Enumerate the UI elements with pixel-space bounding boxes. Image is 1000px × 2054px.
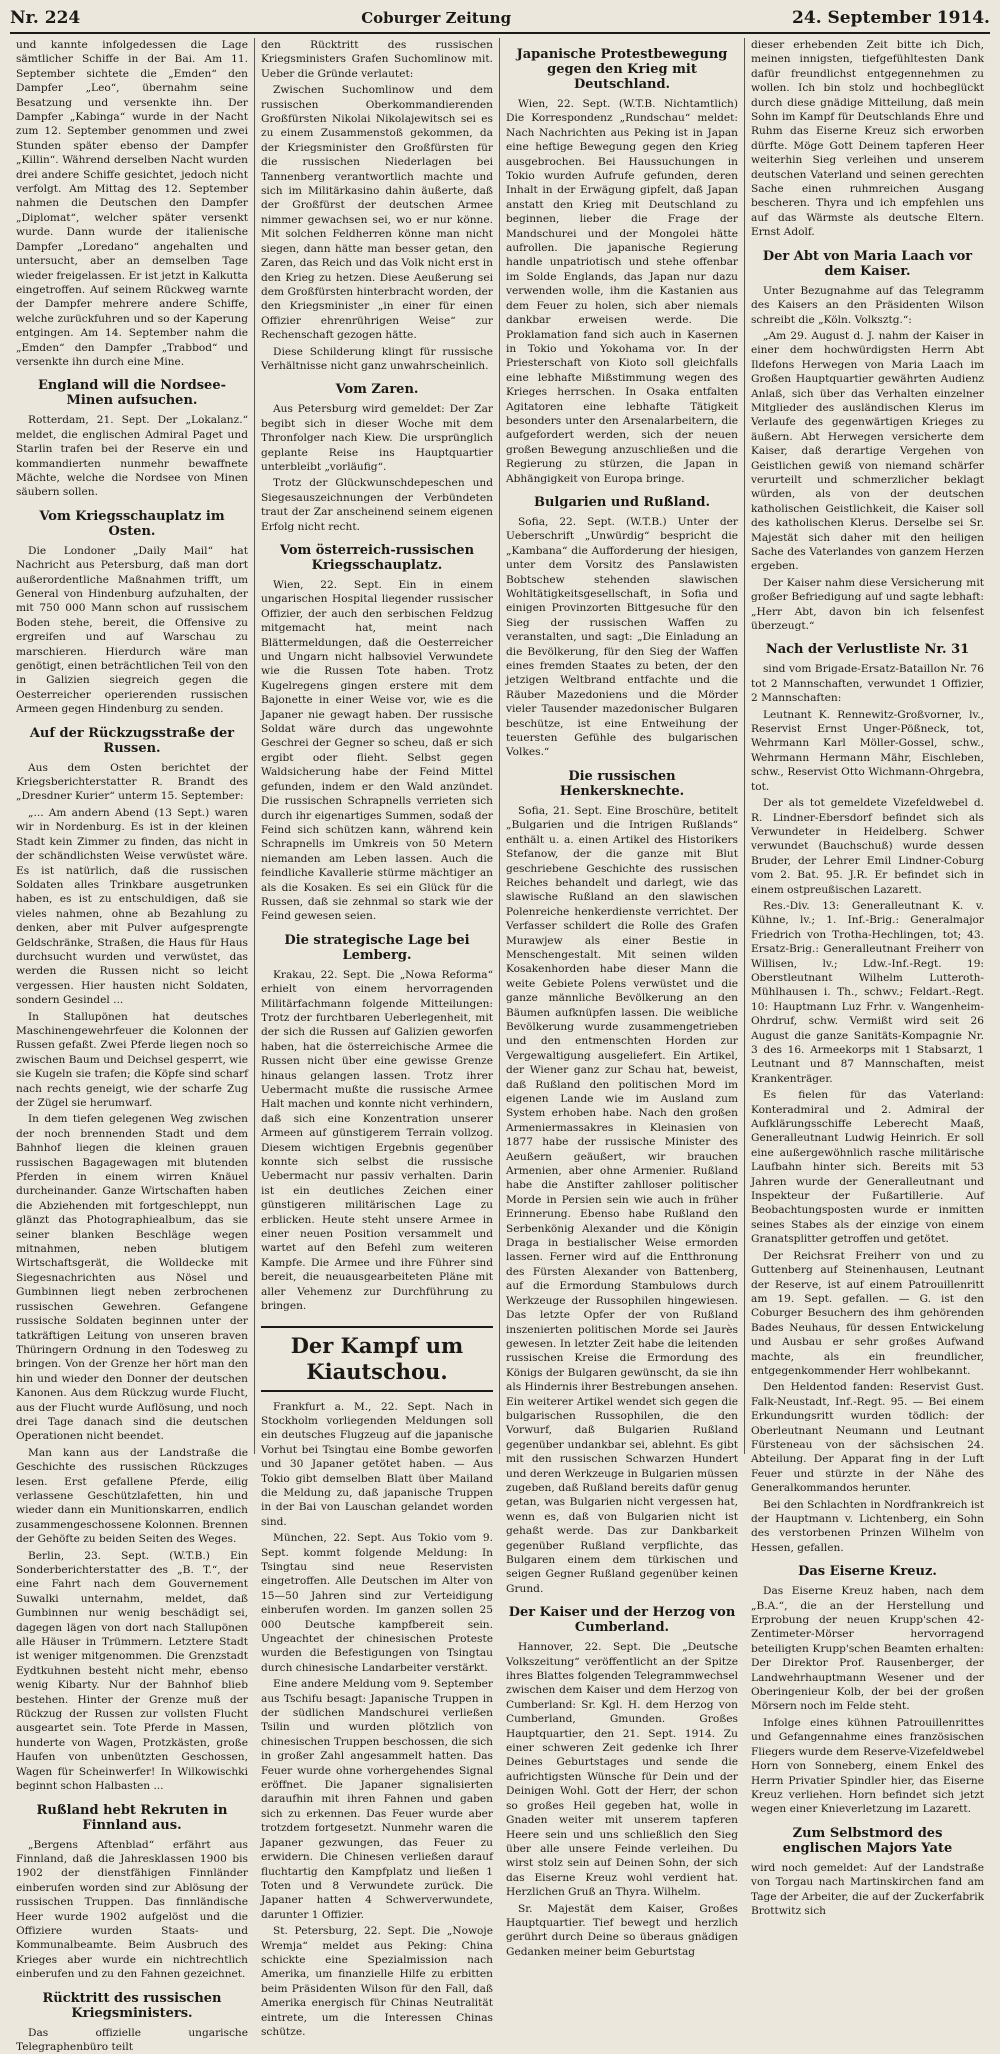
article-text: Wien, 22. Sept. Ein in einem ungarischen Hospital liegender russischer Offizier, der auch den serbischen Feldzug mitgemacht hat, meint nach Blättermeldungen, daß die Oesterreicher und Ungarn nicht halbsoviel Verwundete wie die Russen Tote haben. Trotz Kugelregens gingen erstere mit dem Bajonette in einer Weise vor, wie es die Japaner nie gewagt haben. Der russische Soldat wäre durch das ungewohnte Geschrei der Gegner so scheu, daß er sich ergibt oder flieht. Selbst gegen Waldsicherung habe der Feind Mittel gefunden, indem er den Wald anzündet. Die russischen Schrapnells verrieten sich durch ihr eigenartiges Summen, sodaß der Feind sich schützen kann, während kein Schrapnells im Umkreis von 50 Metern niemanden am Leben lassen. Auch die feindliche Kavallerie stürme mächtiger an als die Kosaken. Es sei ein Glück für die Russen, daß sie zehnmal so stark wie der Feind gewesen seien.: [261, 579, 493, 923]
article-text: Aus dem Osten berichtet der Kriegsberichterstatter R. Brandt des „Dresdner Kurier“ unterm 15. September:: [16, 761, 248, 803]
headline: Nach der Verlustliste Nr. 31: [765, 642, 970, 658]
headline: Japanische Protestbewegung gegen den Krieg mit Deutschland.: [516, 47, 728, 92]
article-text: Infolge eines kühnen Patrouillenrittes und Gefangennahme eines französischen Fliegers wurde dem Reserve-Vizefeldwebel Horn von Sonneberg, einem Enkel des Herrn Privatier Spindler hier, das Eiserne Kreuz verliehen. Horn befindet sich jetzt wegen einer Knieverletzung im Lazarett.: [751, 1716, 984, 1816]
newspaper-name: Coburger Zeitung: [361, 9, 512, 27]
article-text: den Rücktritt des russischen Kriegsministers Grafen Suchomlinow mit. Ueber die Gründe verlautet:: [261, 39, 493, 80]
article-text: Leutnant K. Rennewitz-Großvorner, lv., Reservist Ernst Unger-Pößneck, tot, Wehrmann Karl Möller-Gossel, schw., Wehrmann Hermann Mähr, Eischleben, schw., Reservist Otto Wichmann-Ohrgebra, tot.: [751, 708, 984, 793]
article-text: Sofia, 21. Sept. Eine Broschüre, betitelt „Bulgarien und die Intrigen Rußlands“ enthält u. a. einen Artikel des Historikers Stefanow, der die ganze mit Blut geschriebene Geschichte des russischen Reiches behandelt und darlegt, wie das slawische Rußland an den slawischen Polenreiche henkerdienste verrichtet. Der Verfasser schildert die Rolle des Grafen Murawjew als einer Bestie in Menschengestalt. Mit seinen wilden Kosakenhorden habe dieser Mann die weite Gebiete Polens verwüstet und die ganze männliche Bevölkerung an den Bäumen aufknüpfen lassen. Die weibliche Bevölkerung wurde zusammengetrieben und den entmenschten Horden zur Vergewaltigung ausgeliefert. Ein Artikel, der Wiener ganz zur Schau hat, beweist, daß Rußland den politischen Mord im eigenen Lande wie im Ausland zum System erhoben habe. Nach den großen Armeniermassakres in Kleinasien von 1877 habe der russische Minister des Aeußern geäußert, wir brauchen Armenien, aber ohne Armenier. Rußland habe die Anstifter zahlloser politischer Morde in Persien sein wie auch in früher Erinnerung. Ebenso habe Rußland den Serbenkönig Alexander und die Königin Draga in bestialischer Weise ermorden lassen. Ferner wird auf die Entthronung des Fürsten Alexander von Battenberg, auf die Ermordung Stambulows durch Werkzeuge der Russophilen hingewiesen. Das letzte Opfer der von Rußland inszenierten politischen Morde sei Jaurès gewesen. In letzter Zeit habe die leitenden russischen Kreise die Ermordung des Königs der Bulgaren gewünscht, da sie ihn als Hindernis ihrer Bestrebungen ansehen. Ein weiterer Artikel wendet sich gegen die bulgarischen Russophilen, die den Vorwurf, daß Bulgarien Rußland gegenüber undankbar sei, ablehnt. Es gibt mit den russischen Schwarzen Hundert und deren Werkzeuge in Bulgarien müssen zugeben, daß Rußland bereits dafür genug getan, was Bulgarien nicht vergessen hat, wenn es, daß von Bulgarien nicht ist gehaßt werde. Das zur Dankbarkeit gegenüber Rußland verpflichte, das Bulgaren einem dem türkischen und seigen Gegner Rußland gegenüber keinen Grund.: [506, 804, 738, 1595]
article-text: Das Eiserne Kreuz haben, nach dem „B.A.“, die an der Herstellung und Erprobung der neuen Krupp'schen 42-Zentimeter-Mörser hervorragend beteiligten Krupp'schen Beamten erhalten: Der Direktor Prof. Rausenberger, der Landwehrhauptmann Wesener und der Oberingenieur Kolb, der bei der großen Mörsern noch im Felde steht.: [751, 1585, 984, 1713]
headline: Vom Kriegsschauplatz im Osten.: [39, 508, 225, 539]
article-text: dieser erhebenden Zeit bitte ich Dich, meinen innigsten, tiefgefühltesten Dank dafür freundlichst entgegennehmen zu wollen. Ich bin stolz und hochbeglückt durch diese gnädige Mitteilung, daß mein Sohn im Kampf für Deutschlands Ehre und Ruhm das Eiserne Kreuz sich erworben dürfte. Möge Gott Deinem tapferen Heer weiterhin Sieg verleihen und unserem deutschen Vaterland und seinen gerechten Sache einen ruhmreichen Ausgang bescheren. Thyra und ich empfehlen uns auf das Wärmste als deutsche Eltern. Ernst Adolf.: [751, 39, 984, 239]
article-text: Sr. Majestät dem Kaiser, Großes Hauptquartier. Tief bewegt und herzlich gerührt durch Deine so überaus gnädigen Gedanken meiner beim Geburtstag: [506, 1902, 738, 1958]
article-text: Zwischen Suchomlinow und dem russischen Oberkommandierenden Großfürsten Nikolai Nikolajewitsch sei es zu einem Zusammenstoß gekommen, da der Kriegsminister den Großfürsten für die russischen Niederlagen bei Tannenberg verantwortlich machte und sich im Militärkasino dahin äußerte, daß der Großfürst der deutschen Armee nimmer gewachsen sei, wo er nur könne. Mit solchen Feldherren könne man nicht siegen, dann hätte man besser getan, den Zaren, das Reich und das Volk nicht erst in den Krieg zu hetzen. Diese Aeußerung sei dem Großfürsten hinterbracht worden, der den Kriegsminister „in einer für einen Offizier ehrenrührigen Weise“ zur Rechenschaft gezogen hätte.: [261, 84, 493, 342]
headline: Der Abt von Maria Laach vor dem Kaiser.: [762, 248, 973, 279]
article-text: Der Reichsrat Freiherr von und zu Guttenberg auf Steinenhausen, Leutnant der Reserve, ist auf einem Patrouillenritt am 19. Sept. gefallen. — G. ist den Coburger Besuchern des ihm gehörenden Bades Neuhaus, für dessen Entwickelung und Ausbau er sehr großes Aufwand machte, als ein freundlicher, entgegenkommender Herr wohlbekannt.: [751, 1249, 984, 1377]
article-text: Eine andere Meldung vom 9. September aus Tschifu besagt: Japanische Truppen in der südlichen Mandschurei verließen Tsilin und wurden plötzlich von chinesischen Truppen beschossen, die sich in großer Zahl angesammelt hatten. Das Feuer wurde ohne vorhergehendes Signal eröffnet. Die Japaner signalisierten daraufhin mit ihren Fahnen und gaben sich zu erkennen. Das Feuer wurde aber trotzdem fortgesetzt. Nunmehr waren die Japaner gezwungen, das Feuer zu erwidern. Die Chinesen verließen darauf fluchtartig den Kampfplatz und ließen 1 Toten und 8 Verwundete zurück. Die Japaner hatten 4 Schwerverwundete, darunter 1 Offizier.: [261, 1678, 493, 1921]
columns: [10, 38, 990, 2053]
column-2: [255, 38, 500, 2038]
article-text: „... Am andern Abend (13 Sept.) waren wir in Nordenburg. Es ist in der kleinen Stadt kein Zimmer zu finden, das nicht in der schändlichsten Weise verwüstet wäre. Es ist natürlich, daß die russischen Soldaten alles Trinkbare ausgetrunken haben, es ist zu entschuldigen, daß sie vieles nahmen, ohne ab Bezahlung zu denken, aber mit Pulver aufgesprengte Geldschränke, Straßen, die Haus für Haus durchsucht wurden und verwüstet, das werden die Russen nicht so leicht vergessen. Hier hausten nicht Soldaten, sondern Gesindel ...: [16, 806, 248, 1007]
article-text: sind vom Brigade-Ersatz-Bataillon Nr. 76 tot 2 Mannschaften, verwundet 1 Offizier, 2 Mannschaften:: [751, 663, 984, 705]
issue-number: Nr. 224: [10, 8, 81, 28]
headline: Bulgarien und Rußland.: [533, 494, 710, 510]
article-text: Es fielen für das Vaterland: Konteradmiral und 2. Admiral der Aufklärungsschiffe Leberecht Maaß, Generalleutnant Ludwig Heinrich. Er soll eine außergewöhnlich rasche militärische Laufbahn hinter sich. Bereits mit 53 Jahren wurde der Generalleutnant und Inspekteur der Fußartillerie. Auf Beobachtungsposten wurde er inmitten seines Stabes als der einzige von einem Granatsplitter getroffen und getötet.: [751, 1089, 984, 1246]
article-text: Rotterdam, 21. Sept. Der „Lokalanz.“ meldet, die englischen Admiral Paget und Starlin trafen bei der Reserve ein und kommandierten nunmehr bewaffnete Mächte, welche die Nordsee von Minen säubern sollen.: [16, 414, 248, 499]
article-text: „Bergens Aftenblad“ erfährt aus Finnland, daß die Jahresklassen 1900 bis 1902 der dienstfähigen Finnländer einberufen worden sind zur Ablösung der russischen Truppen. Das finnländische Heer wurde 1902 aufgelöst und die Offiziere wurden Staats- und Kommunalbeamte. Beim Ausbruch des Krieges aber wurde ein nichtrechtlich einberufen und zu den Fahnen gezeichnet.: [16, 1838, 248, 1981]
article-text: Aus Petersburg wird gemeldet: Der Zar begibt sich in dieser Woche mit dem Thronfolger nach Kiew. Die ursprünglich geplante Reise ins Hauptquartier unterbleibt „vorläufig“.: [261, 403, 493, 473]
headline: Der Kaiser und der Herzog von Cumberland.: [508, 1605, 736, 1636]
article-text: Frankfurt a. M., 22. Sept. Nach in Stockholm vorliegenden Meldungen soll ein deutsches Flugzeug auf die japanische Vorhut bei Tsingtau eine Bombe geworfen und 30 Japaner getötet haben. — Aus Tokio gibt demselben Blatt über Mailand die Meldung zu, daß japanische Truppen in der Bai von Lauschan gelandet worden sind.: [261, 1400, 493, 1528]
article-text: Man kann aus der Landstraße die Geschichte des russischen Rückzuges lesen. Erst gefallene Pferde, eilig verlassene Geschützlafetten, hin und wieder dann ein Munitionskarren, endlich zusammengeschossene Kolonnen. Brennen der Gehöfte zu beiden Seiten des Weges.: [16, 1446, 248, 1546]
headline: Vom österreich-russischen Kriegsschauplatz.: [279, 543, 475, 573]
article-text: wird noch gemeldet: Auf der Landstraße von Torgau nach Martinskirchen fand am Tage der Arbeiter, die auf der Zuckerfabrik Brottwitz sich: [751, 1861, 984, 1917]
headline: Rußland hebt Rekruten in Finnland aus.: [36, 1802, 228, 1833]
article-text: Den Heldentod fanden: Reservist Gust. Falk-Neustadt, Inf.-Regt. 95. — Bei einem Erkundungsritt wurden tödlich: der Oberleutnant Neumann und Leutnant Fürsteneau von der sächsischen 24. Abteilung. Der Apparat fing in der Luft Feuer und stürzte in der Nähe des Generalkommandos herunter.: [751, 1381, 984, 1495]
headline: Die strategische Lage bei Lemberg.: [284, 932, 470, 963]
article-text: Unter Bezugnahme auf das Telegramm des Kaisers an den Präsidenten Wilson schreibt die „Köln. Volksztg.“:: [751, 284, 984, 326]
article-text: „Am 29. August d. J. nahm der Kaiser in einer dem hochwürdigsten Herrn Abt Ildefons Herwegen von Maria Laach im Großen Hauptquartier gewährten Audienz Anlaß, sich über das Verhalten einzelner Mitglieder des ausländischen Klerus im Verlaufe des gegenwärtigen Krieges zu äußern. Abt Herwegen versicherte dem Kaiser, daß derartige Vergehen von Geistlichen gewiß von niemand schärfer verurteilt und schmerzlicher beklagt würden, als von der deutschen katholischen Geistlichkeit, die Kaiser soll des katholischen Klerus. Derselbe sei Sr. Majestät sich daher mit den heiligen Sache des Vaterlandes von ganzem Herzen ergeben.: [751, 329, 984, 573]
article-text: Hannover, 22. Sept. Die „Deutsche Volkszeitung“ veröffentlicht an der Spitze ihres Blattes folgenden Telegrammwechsel zwischen dem Kaiser und dem Herzog von Cumberland: Sr. Kgl. H. dem Herzog von Cumberland, Gmunden. Großes Hauptquartier, den 21. Sept. 1914. Zu einer schweren Zeit gedenke ich Ihrer Deines Geburtstages und sende die aufrichtigsten Wünsche für Dein und der Deinigen Wohl. Gott der Herr, der schon so großes Heil gegeben hat, wolle in Gnaden weiter mit unserem tapferen Heere sein und uns schließlich den Sieg über alle unsere Feinde verleihen. Du wirst stolz sein auf Deinen Sohn, der sich das Eiserne Kreuz wohl verdient hat. Herzlichen Gruß an Thyra. Wilhelm.: [506, 1641, 738, 1899]
column-4: [745, 38, 990, 1917]
article-text: In dem tiefen gelegenen Weg zwischen der noch brennenden Stadt und dem Bahnhof liegen die kleinen grauen russischen Bagagewagen mit blutenden Pferden in einem wirren Knäuel durcheinander. Ganze Wirtschaften haben die Abziehenden mit fortgeschleppt, nun glänzt das Photographiealbum, das sie seiner blanken Beschläge wegen mitnahmen, neben blutigem Wirtschaftsgerät, die Wolldecke mit Siegesnachrichten aus Nösel und Gumbinnen liegt neben zerbrochenen russischen Gewehren. Gefangene russische Soldaten beginnen unter der tatkräftigen Leitung von unseren braven Thüringern Ordnung in den Todesweg zu bringen. Von der Grenze her hört man den hin und wieder den Donner der deutschen Kanonen. Aus dem Rückzug wurde Flucht, aus der Flucht wurde Auflösung, und noch drei Tage danach sind die deutschen Operationen nicht beendet.: [16, 1113, 248, 1443]
headline: Zum Selbstmord des englischen Majors Yate: [782, 1825, 953, 1856]
article-text: Krakau, 22. Sept. Die „Nowa Reforma“ erhielt von einem hervorragenden Militärfachmann folgende Mitteilungen: Trotz der furchtbaren Ueberlegenheit, mit der sich die Russen auf Galizien geworfen haben, hat die österreichische Armee die Russen nicht über eine gewisse Grenze hinaus gelangen lassen. Trotz ihrer Uebermacht mußte die russische Armee Halt machen und konnte nicht verhindern, daß sich eine Konzentration unserer Armeen auf günstigerem Terrain vollzog. Diesem wichtigen Ergebnis gegenüber konnte sich selbst die russische Uebermacht nur passiv verhalten. Darin ist ein deutliches Zeichen einer günstigeren militärischen Lage zu erblicken. Heute steht unsere Armee in einer neuen Position versammelt und wartet auf den Befehl zum weiteren Kampfe. Die Armee und ihre Führer sind bereit, die neuausgearbeiteten Pläne mit aller Vehemenz zur Durchführung zu bringen.: [261, 968, 493, 1313]
article-text: Res.-Div. 13: Generalleutnant K. v. Kühne, lv.; 1. Inf.-Brig.: Generalmajor Friedrich von Trotha-Hechlingen, tot; 43. Ersatz-Brig.: Generalleutnant Freiherr von Willisen, lv.; Ldw.-Inf.-Regt. 19: Oberstleutnant Wilhelm Lutteroth-Mühlhausen i. Th., schwv.; Feldart.-Regt. 10: Hauptmann Luz Frhr. v. Wangenheim-Ohrdruf, schw. Vermißt wird seit 26 August die ganze Sanitäts-Kompagnie Nr. 3 des 16. Armeekorps mit 1 Stabsarzt, 1 Leutnant und 87 Mannschaften, meist Krankenträger.: [751, 899, 984, 1085]
issue-date: 24. September 1914.: [792, 8, 990, 28]
article-text: Trotz der Glückwunschdepeschen und Siegesauszeichnungen der Verbündeten traut der Zar anscheinend seinem eigenen Erfolg nicht recht.: [261, 477, 493, 533]
article-text: und kannte infolgedessen die Lage sämtlicher Schiffe in der Bai. Am 11. September sichtete die „Emden“ den Dampfer „Leo“, übernahm seine Besatzung und versenkte ihn. Der Dampfer „Kabinga“ wurde in der Nacht zum 12. September genommen und zwei Stunden später ebenso der Dampfer „Killin“. Während derselben Nacht wurden drei andere Schiffe gesichtet, jedoch nicht verfolgt. Am Mittag des 12. September nahmen die Deutschen den Dampfer „Diplomat“, welcher später versenkt wurde. Dann wurde der italienische Dampfer „Loredano“ angehalten und untersucht, aber an demselben Tage wieder freigelassen. Er ist jetzt in Kalkutta eingetroffen. Auf seinem Rückweg warnte der Dampfer mehrere andere Schiffe, welche zurückfuhren und so der Kaperung entgingen. Am 14. September nahm die „Emden“ den Dampfer „Trabbod“ und versenkte ihn durch eine Mine.: [16, 39, 248, 368]
article-text: St. Petersburg, 22. Sept. Die „Nowoje Wremja“ meldet aus Peking: China schickte eine Spezialmission nach Amerika, um finanzielle Hilfe zu erbitten beim Präsidenten Wilson für den Fall, daß Amerika energisch für Chinas Neutralität eintrete, um die Interessen Chinas schütze.: [261, 1925, 493, 2038]
headline: Rücktritt des russischen Kriegsministers.: [42, 1990, 222, 2021]
headline: Vom Zaren.: [335, 382, 419, 398]
article-text: Der als tot gemeldete Vizefeldwebel d. R. Lindner-Ebersdorf befindet sich als Verwundeter in Heidelberg. Schwer verwundet (Bauchschuß) wurde dessen Bruder, der Lehrer Emil Lindner-Coburg vom 2. Bat. 95. J.R. Er befindet sich in einem ostpreußischen Lazarett.: [751, 797, 984, 896]
headline: Die russischen Henkersknechte.: [559, 768, 685, 799]
article-text: München, 22. Sept. Aus Tokio vom 9. Sept. kommt folgende Meldung: In Tsingtau sind neue Reservisten eingetroffen. Alle Deutschen im Alter von 15—50 Jahren sind zur Verteidigung einberufen worden. Im ganzen sollen 25 000 Deutsche kampfbereit sein. Ungeachtet der chinesischen Proteste wurden die Befestigungen von Tsingtau durch chinesische Landarbeiter verstärkt.: [261, 1532, 493, 1674]
headline: Das Eiserne Kreuz.: [798, 1564, 937, 1580]
column-3: [500, 38, 745, 1958]
article-text: In Stallupönen hat deutsches Maschinengewehrfeuer die Kolonnen der Russen gefaßt. Zwei Pferde liegen noch so zwischen Baum und Deichsel gesperrt, wie sie Kugeln sie trafen; die Köpfe sind scharf nach rechts geneigt, wie der scharfe Zug der Zügel sie herumwarf.: [16, 1010, 248, 1109]
headline-large: Der Kampf um Kiautschou.: [261, 1326, 493, 1392]
headline: England will die Nordsee-Minen aufsuchen.: [38, 378, 226, 409]
article-text: Bei den Schlachten in Nordfrankreich ist der Hauptmann v. Lichtenberg, ein Sohn des verstorbenen Prinzen Wilhelm von Hessen, gefallen.: [751, 1498, 984, 1554]
headline: Auf der Rückzugsstraße der Russen.: [29, 725, 235, 756]
article-text: Die Londoner „Daily Mail“ hat Nachricht aus Petersburg, daß man dort außerordentliche Maßnahmen trifft, um General von Hindenburg aufzuhalten, der mit 750 000 Mann schon auf russischem Boden stehe, bereit, die Offensive zu ergreifen und auf Warschau zu marschieren. Hierdurch wäre man genötigt, einen beträchtlichen Teil von den in Galizien siegreich gegen die Oesterreicher operierenden russischen Armeen gegen Hindenburg zu senden.: [16, 544, 248, 716]
column-1: [10, 38, 255, 2053]
article-text: Sofia, 22. Sept. (W.T.B.) Unter der Ueberschrift „Unwürdig“ bespricht die „Kambana“ die Aufforderung der hiesigen, unter dem Vorsitz des Panslawisten Bobtschew stehenden slawischen Wohltätigkeitsgesellschaft, in Sofia und einigen Provinzorten Bittgesuche für den Sieg der russischen Waffen zu veranstalten, und sagt: „Die Einladung an die Bevölkerung, für den Sieg der Waffen eines fremden Staates zu beten, der den jetzigen Weltbrand entfachte und die Räuber Mazedoniens und die Mörder vieler Tausender mazedonischer Bulgaren beschütze, ist eine Entweihung der teuersten Gefühle des bulgarischen Volkes.“: [506, 515, 738, 759]
article-text: Das offizielle ungarische Telegraphenbüro teilt: [16, 2026, 248, 2053]
article-text: Wien, 22. Sept. (W.T.B. Nichtamtlich) Die Korrespondenz „Rundschau“ meldet: Nach Nachrichten aus Peking ist in Japan eine heftige Bewegung gegen den Krieg ausgebrochen. Bei Haussuchungen in Tokio wurden Aufrufe gefunden, deren Inhalt in der Erwägung gipfelt, daß Japan anstatt den Krieg mit Deutschland zu beginnen, lieber die Frage der Mandschurei und der Mongolei hätte aufrollen. Die japanische Regierung handle unpatriotisch und stehe offenbar im Solde Englands, das Japan nur dazu verwenden wolle, ihm die Kastanien aus dem Feuer zu holen, sich aber niemals dankbar erweisen werde. Die Proklamation fand sich auch in Kasernen in Tokio und Yokohama vor. In der Priesterschaft von Kioto soll gleichfalls eine lebhafte Mißstimmung wegen des Krieges herrschen. In Osaka entfalten Agitatoren eine lebhafte Tätigkeit besonders unter den Arsenalarbeitern, die aufgefordert werden, sich der neuen großen Bewegung anzuschließen und die Regierung zu stürzen, die Japan in Abhängigkeit von Europa bringe.: [506, 98, 738, 485]
masthead: [10, 8, 990, 34]
article-text: Der Kaiser nahm diese Versicherung mit großer Befriedigung auf und sagte lebhaft: „Herr Abt, davon bin ich felsenfest überzeugt.“: [751, 576, 984, 633]
article-text: Diese Schilderung klingt für russische Verhältnisse nicht ganz unwahrscheinlich.: [261, 345, 493, 372]
article-text: Berlin, 23. Sept. (W.T.B.) Ein Sonderberichterstatter des „B. T.“, der eine Fahrt nach dem Gouvernement Suwalki unternahm, meldet, daß Gumbinnen nur wenig beschädigt sei, dagegen lägen von dort nach Stallupönen alle Häuser in Trümmern. Letztere Stadt ist weniger mitgenommen. Die Grenzstadt Eydtkuhnen besteht nicht mehr, ebenso wenig Kibarty. Nur der Bahnhof blieb bestehen. Hinter der Grenze muß der Rückzug der Russen zur vollsten Flucht ausgeartet sein. Tote Pferde in Massen, hunderte von Wagen, Protzkästen, große Haufen von unbenützten Geschossen, Wagen für Scheinwerfer! In Wilkowischki beginnt schon Halbasten ...: [16, 1549, 248, 1793]
